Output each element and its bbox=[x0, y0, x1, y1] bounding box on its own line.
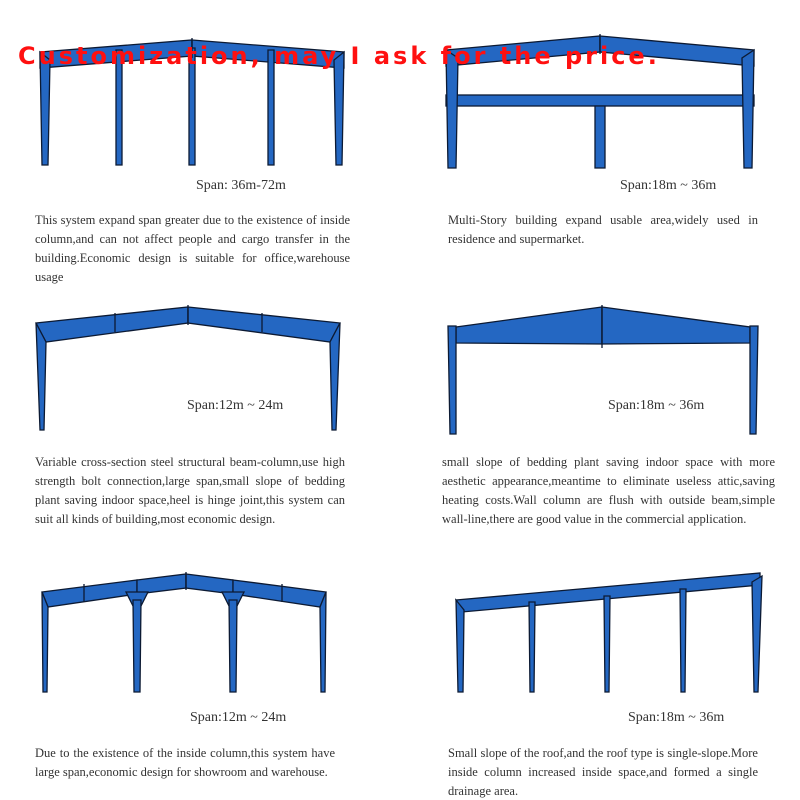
span-label: Span:18m ~ 36m bbox=[620, 178, 717, 193]
frame-diagram-2 bbox=[400, 0, 800, 180]
description-text: small slope of bedding plant saving indoor space with more aesthetic appearance,meantime to eliminate useless attic,saving heating costs.Wall column are flush with outside beam,simple wall-line,there are good value in the commercial application. bbox=[442, 455, 775, 526]
description-text: Small slope of the roof,and the roof type is single-slope.More inside column increased inside space,and formed a single drainage area. bbox=[448, 746, 758, 798]
span-label: Span:18m ~ 36m bbox=[628, 710, 725, 725]
column-left bbox=[42, 592, 48, 692]
rafter-left bbox=[36, 307, 188, 342]
rafter-right-outer bbox=[233, 580, 326, 607]
frame-panel-4 bbox=[400, 290, 800, 530]
frame-diagram-4 bbox=[400, 290, 800, 440]
rafter-right bbox=[602, 307, 750, 344]
rafter-right-inner bbox=[186, 574, 233, 594]
description-text: Due to the existence of the inside column,this system have large span,economic design for showroom and warehouse. bbox=[35, 746, 335, 779]
column-right bbox=[742, 50, 754, 168]
column-inner-3 bbox=[680, 589, 686, 692]
column-left bbox=[456, 600, 464, 692]
description-text: This system expand span greater due to the existence of inside column,and can not affect people and cargo transfer in the building.Economic design is suitable for office,warehouse usage bbox=[35, 213, 350, 284]
column-left bbox=[36, 323, 46, 430]
frame-panel-5 bbox=[0, 530, 400, 800]
span-label: Span:18m ~ 36m bbox=[608, 398, 705, 413]
rafter-left-inner bbox=[137, 574, 186, 594]
price-banner: Customization, may I ask for the price. bbox=[18, 42, 660, 70]
rafter-right bbox=[188, 307, 340, 342]
column-left bbox=[448, 326, 456, 434]
description-text: Multi-Story building expand usable area,widely used in residence and supermarket. bbox=[448, 213, 758, 246]
frame-diagram-5 bbox=[0, 530, 400, 700]
column-inner-2 bbox=[229, 600, 237, 692]
floor-beam bbox=[446, 95, 754, 106]
column-inner-1 bbox=[133, 600, 141, 692]
rafter-left bbox=[456, 307, 602, 344]
span-label: Span:12m ~ 24m bbox=[187, 398, 284, 413]
column-inner bbox=[595, 106, 605, 168]
frame-diagram-6 bbox=[400, 530, 800, 700]
frame-panel-6 bbox=[400, 530, 800, 800]
column-right bbox=[752, 576, 762, 692]
description-text: Variable cross-section steel structural beam-column,use high strength bolt connection,large span,small slope of bedding plant saving indoor space,heel is hinge joint,this system can suit all kinds of building,most economic design. bbox=[35, 455, 345, 526]
column-right bbox=[330, 323, 340, 430]
span-label: Span: 36m-72m bbox=[196, 178, 286, 193]
frame-diagram-1 bbox=[0, 0, 400, 180]
span-label: Span:12m ~ 24m bbox=[190, 710, 287, 725]
frame-panel-3 bbox=[0, 290, 400, 530]
column-right bbox=[320, 592, 326, 692]
column-right bbox=[750, 326, 758, 434]
column-inner-1 bbox=[529, 602, 535, 692]
column-inner-2 bbox=[604, 596, 610, 692]
rafter-left-outer bbox=[42, 580, 137, 607]
